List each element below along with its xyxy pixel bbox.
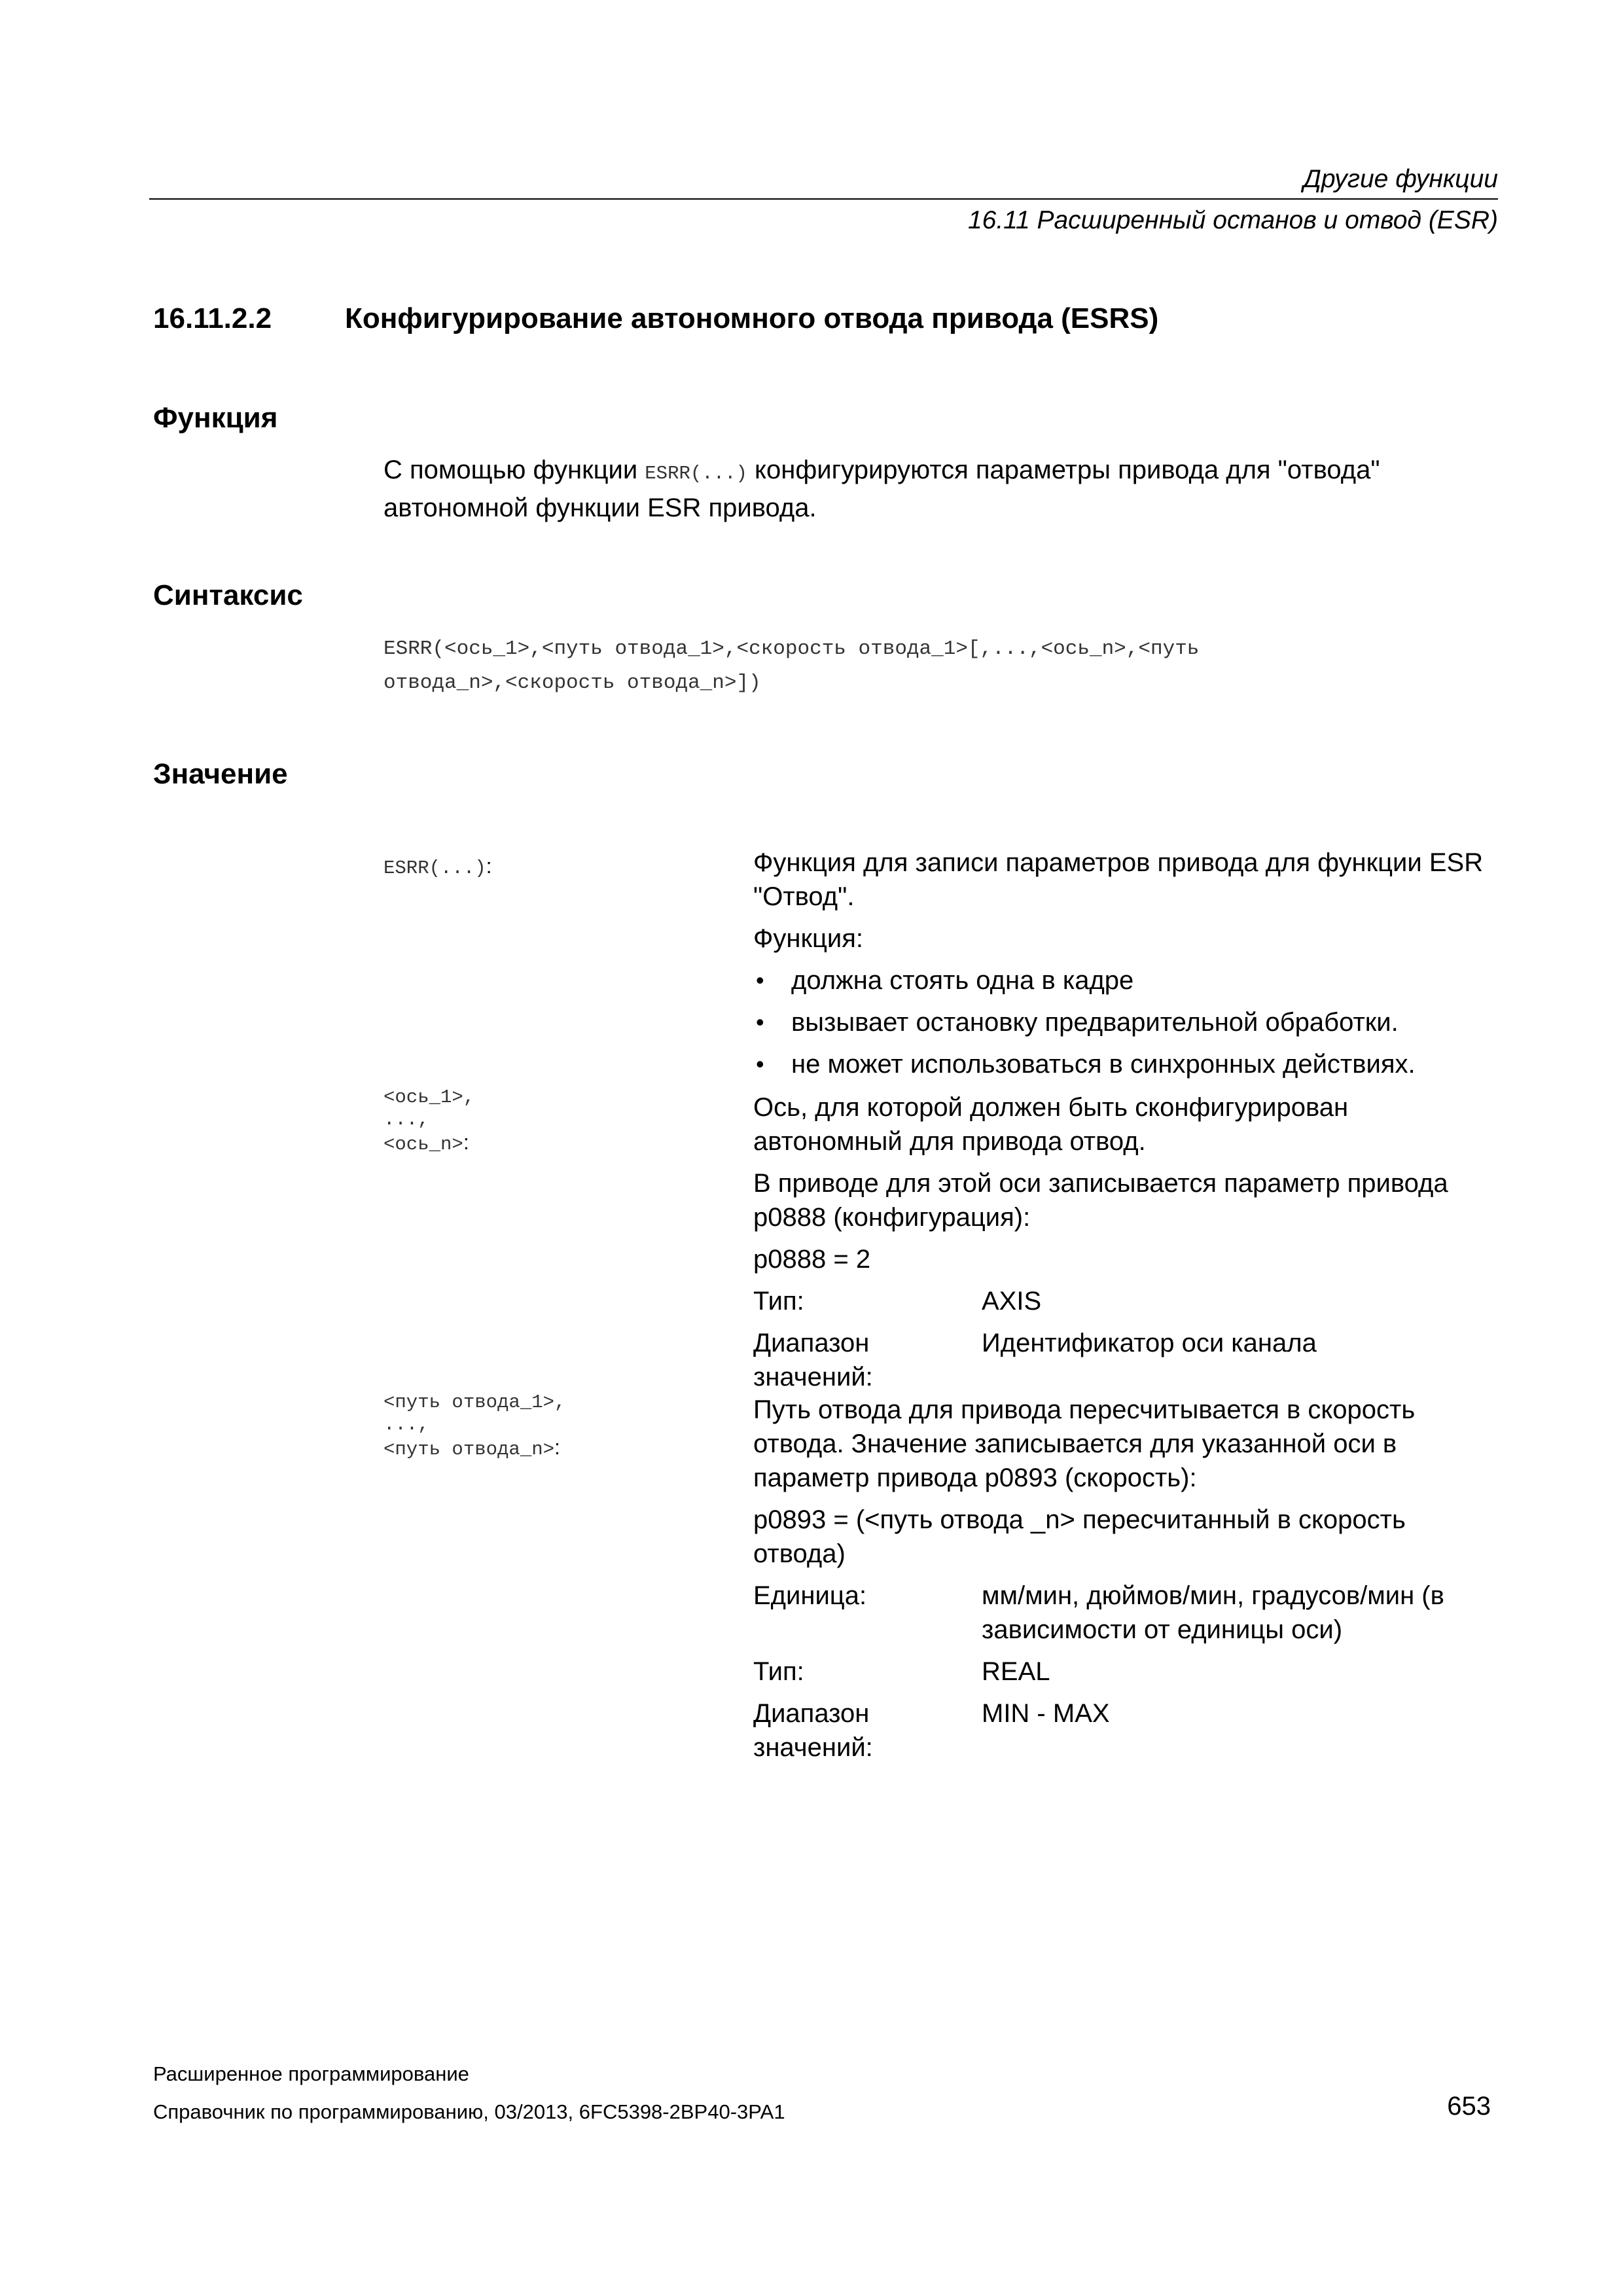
esrr-bullet-list — [753, 963, 1499, 1081]
list-item — [753, 1047, 1499, 1081]
axis-description-block — [753, 1090, 1499, 1402]
path-range-label: Диапазон значений: — [753, 1699, 873, 1762]
term-path-line-3: <путь отвода_n> — [383, 1439, 555, 1460]
axis-range-label: Диапазон значений: — [753, 1329, 873, 1391]
term-path — [383, 1391, 565, 1461]
axis-range-row — [753, 1326, 1499, 1394]
path-description-block — [753, 1393, 1499, 1772]
function-paragraph — [383, 453, 1496, 525]
term-axis — [383, 1086, 474, 1156]
path-description: Путь отвода для привода пересчитывается в скорость отвода. Значение записывается для указанной оси в параметр привода p0893 (скорость): — [753, 1395, 1416, 1492]
path-type-row — [753, 1655, 1499, 1689]
esrr-function-label: Функция: — [753, 924, 864, 953]
bullet-text: вызывает остановку предварительной обработки. — [791, 1008, 1399, 1037]
function-heading: Функция — [153, 402, 278, 434]
header-rule — [149, 198, 1498, 200]
bullet-icon: • — [756, 1009, 764, 1035]
list-item — [753, 1005, 1499, 1039]
header-section: 16.11 Расширенный останов и отвод (ESR) — [967, 206, 1498, 234]
path-unit-label: Единица: — [753, 1581, 867, 1610]
footer-reference: Справочник по программированию, 03/2013, 6FC5398-2BP40-3PA1 — [153, 2100, 785, 2123]
esrr-description-block — [753, 846, 1499, 1089]
term-esrr-code: ESRR(...) — [383, 857, 486, 879]
syntax-line-2: отвода_n>,<скорость отвода_n>]) — [383, 672, 761, 694]
list-item — [753, 963, 1499, 997]
axis-type-value: AXIS — [982, 1287, 1042, 1316]
path-assign: p0893 = (<путь отвода _n> пересчитанный в скорость отвода) — [753, 1505, 1406, 1568]
term-axis-colon: : — [463, 1130, 469, 1154]
header-chapter: Другие функции — [1303, 165, 1498, 193]
axis-type-row — [753, 1284, 1499, 1318]
term-axis-line-1: <ось_1>, — [383, 1086, 475, 1108]
path-type-value: REAL — [982, 1657, 1050, 1686]
section-number: 16.11.2.2 — [153, 302, 272, 334]
function-code: ESRR(...) — [645, 463, 747, 484]
function-text-before: С помощью функции — [383, 456, 645, 484]
axis-type-label: Тип: — [753, 1287, 804, 1316]
path-unit-value: мм/мин, дюймов/мин, градусов/мин (в зависимости от единицы оси) — [982, 1581, 1444, 1644]
syntax-heading: Синтаксис — [153, 579, 303, 611]
footer-title: Расширенное программирование — [153, 2062, 469, 2085]
syntax-line-1: ESRR(<ось_1>,<путь отвода_1>,<скорость отвода_1>[,...,<ось_n>,<путь — [383, 637, 1200, 660]
term-axis-line-2: ..., — [383, 1109, 429, 1130]
axis-param-text: В приводе для этой оси записывается параметр привода p0888 (конфигурация): — [753, 1169, 1448, 1232]
path-range-row — [753, 1696, 1499, 1765]
term-axis-line-3: <ось_n> — [383, 1134, 463, 1155]
bullet-icon: • — [756, 967, 764, 994]
term-path-line-1: <путь отвода_1>, — [383, 1391, 566, 1413]
esrr-description: Функция для записи параметров привода для функции ESR "Отвод". — [753, 848, 1484, 911]
axis-range-value: Идентификатор оси канала — [982, 1329, 1317, 1357]
path-type-label: Тип: — [753, 1657, 804, 1686]
term-esrr — [383, 855, 492, 880]
path-range-value: MIN - MAX — [982, 1699, 1110, 1728]
bullet-text: не может использоваться в синхронных действиях. — [791, 1050, 1416, 1079]
bullet-text: должна стоять одна в кадре — [791, 966, 1134, 995]
path-unit-row — [753, 1579, 1499, 1647]
function-text-after: конфигурируются параметры привода для "отвода" автономной функции ESR привода. — [383, 456, 1380, 522]
term-esrr-colon: : — [486, 854, 492, 878]
axis-description: Ось, для которой должен быть сконфигурирован автономный для привода отвод. — [753, 1093, 1349, 1156]
page-number: 653 — [1447, 2092, 1491, 2121]
meaning-heading: Значение — [153, 758, 288, 790]
term-path-colon: : — [554, 1435, 560, 1459]
section-title: Конфигурирование автономного отвода привода (ESRS) — [345, 302, 1159, 334]
axis-assign: p0888 = 2 — [753, 1245, 871, 1274]
term-path-line-2: ..., — [383, 1414, 429, 1435]
bullet-icon: • — [756, 1050, 764, 1077]
